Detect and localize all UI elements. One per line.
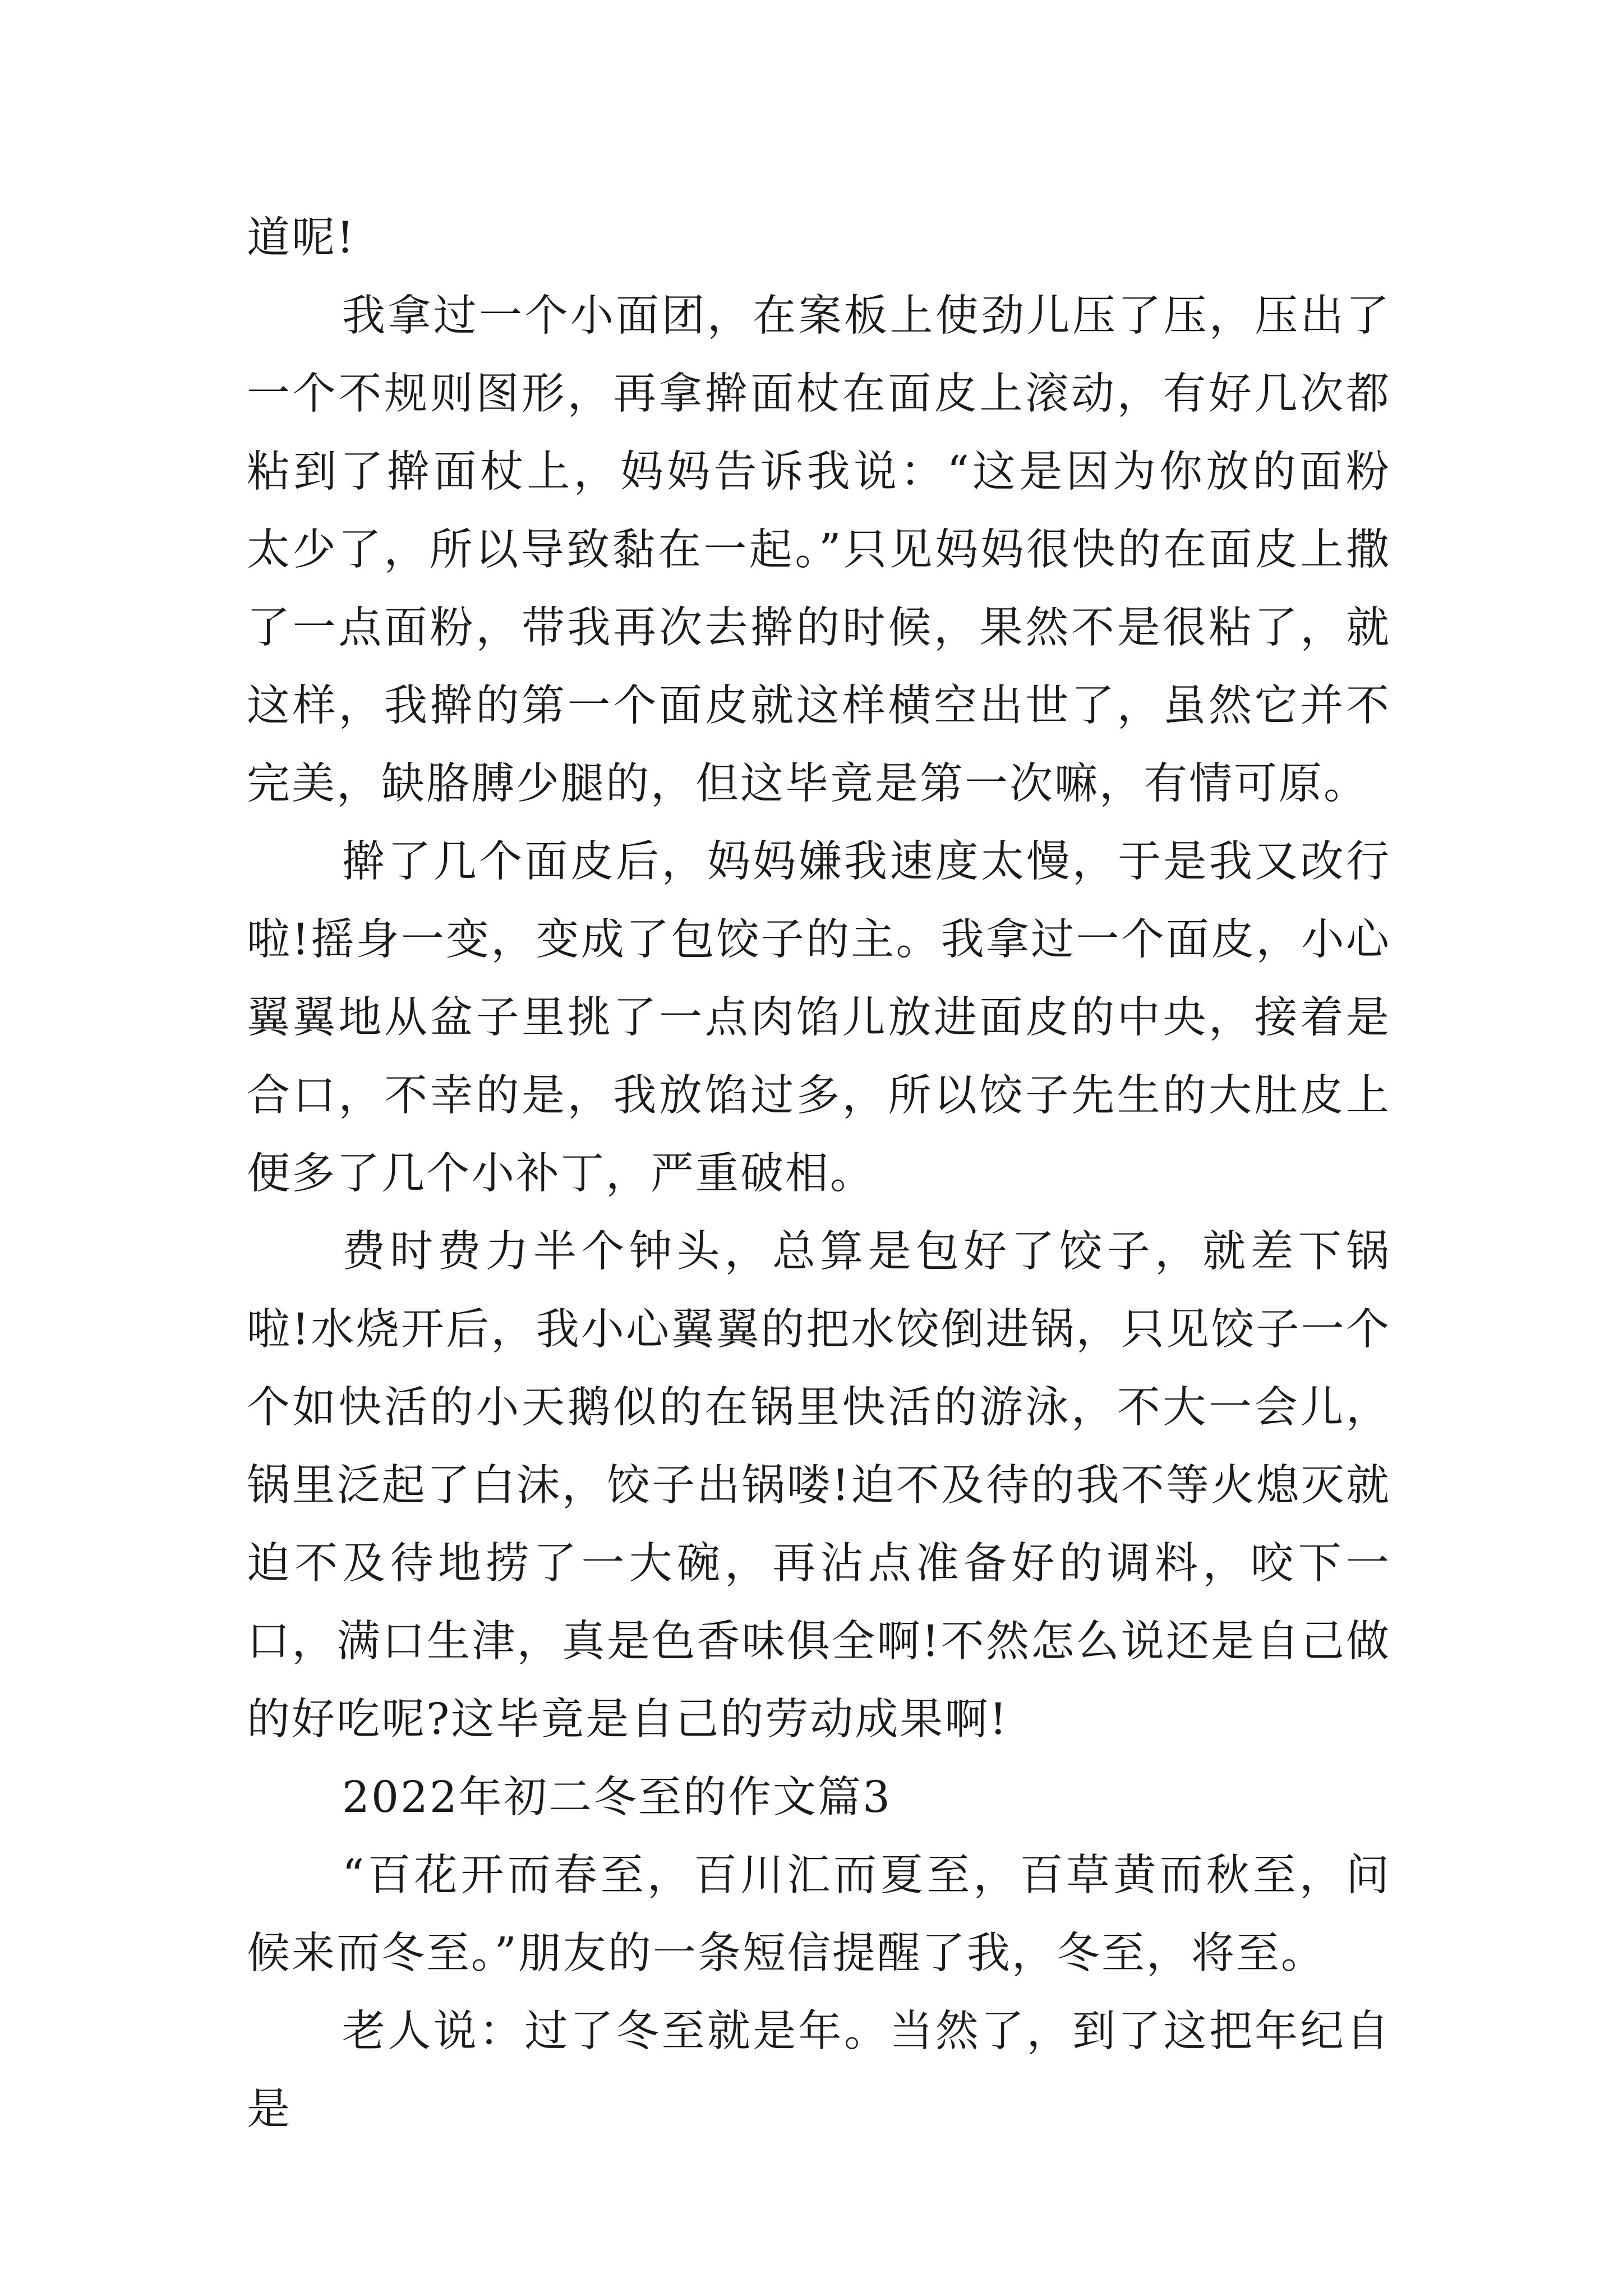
- document-body: [247, 199, 1391, 2148]
- paragraph: 我拿过一个小面团，在案板上使劲儿压了压，压出了一个不规则图形，再拿擀面杖在面皮上滚动，有好几次都粘到了擀面杖上，妈妈告诉我说：“这是因为你放的面粉太少了，所以导致黏在一起。”只见妈妈很快的在面皮上撒了一点面粉，带我再次去擀的时候，果然不是很粘了，就这样，我擀的第一个面皮就这样横空出世了，虽然它并不完美，缺胳膊少腿的，但这毕竟是第一次嘛，有情可原。: [247, 291, 1391, 809]
- section-heading: 2022年初二冬至的作文篇3: [342, 1773, 892, 1823]
- paragraph: 费时费力半个钟头，总算是包好了饺子，就差下锅啦!水烧开后，我小心翼翼的把水饺倒进锅，只见饺子一个个如快活的小天鹅似的在锅里快活的游泳，不大一会儿，锅里泛起了白沫，饺子出锅喽!迫不及待的我不等火熄灭就迫不及待地捞了一大碗，再沾点准备好的调料，咬下一口，满口生津，真是色香味俱全啊!不然怎么说还是自己做的好吃呢?这毕竟是自己的劳动成果啊!: [247, 1227, 1391, 1745]
- paragraph: 道呢!: [247, 213, 356, 263]
- paragraph: 老人说：过了冬至就是年。当然了，到了这把年纪自是: [247, 2007, 1391, 2134]
- paragraph: “百花开而春至，百川汇而夏至，百草黄而秋至，问候来而冬至。”朋友的一条短信提醒了我，冬至，将至。: [247, 1851, 1391, 1978]
- paragraph: 擀了几个面皮后，妈妈嫌我速度太慢，于是我又改行啦!摇身一变，变成了包饺子的主。我拿过一个面皮，小心翼翼地从盆子里挑了一点肉馅儿放进面皮的中央，接着是合口，不幸的是，我放馅过多，所以饺子先生的大肚皮上便多了几个小补丁，严重破相。: [247, 837, 1391, 1199]
